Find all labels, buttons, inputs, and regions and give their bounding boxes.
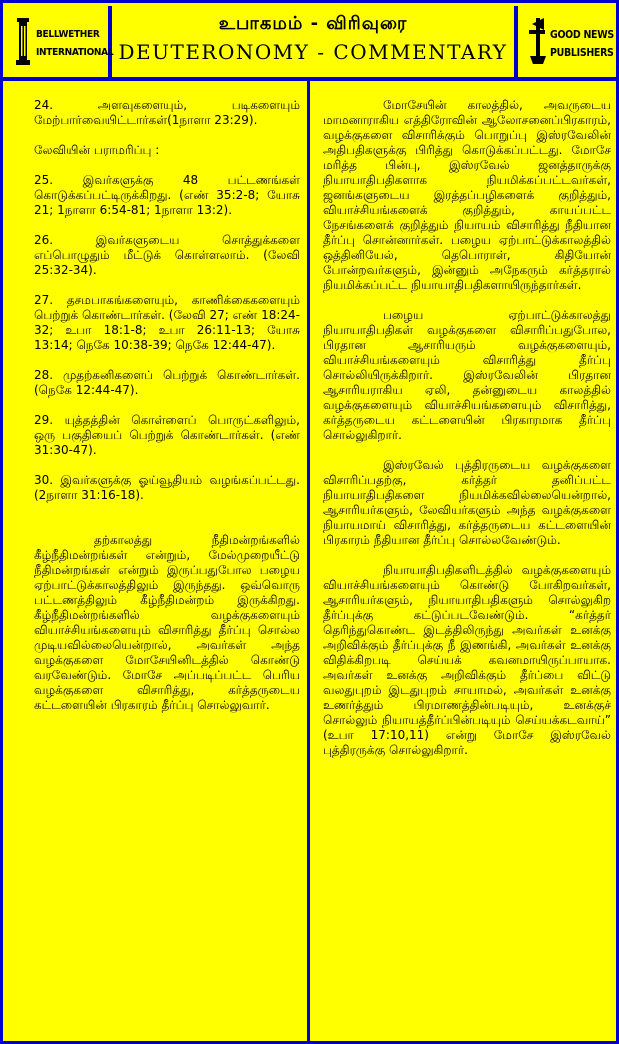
logo-right-line-2: PUBLISHERS bbox=[550, 47, 614, 59]
paragraph: பழைய ஏற்பாட்டுக்காலத்து நியாயாதிபதிகள் வழக்குகளை விசாரிப்பதுபோல, பிரதான ஆசாரியரும் வழக்குகளையும், வியாச்சியங்களையும் விசாரித்து தீர்ப்பு சொல்லியிருக்கிறார். இஸ்ரவேலின் பிரதான ஆசாரியராகிய ஏலி, தன்னுடைய காலத்தில் வழக்குகளையும் வியாச்சியங்களையும் விசாரித்து, கர்த்தருடைய கட்டளையின் பிரகாரமாக தீர்ப்பு சொல்லுகிறார். bbox=[323, 308, 611, 442]
right-column bbox=[313, 81, 619, 1044]
paragraph: 26. இவர்களுடைய சொத்துக்களை எப்பொழுதும் மீட்டுக் கொள்ளலாம். (லேவி 25:32-34). bbox=[34, 233, 300, 277]
paragraph: 25. இவர்களுக்கு 48 பட்டணங்கள் கொடுக்கப்பட்டிருக்கிறது. (எண் 35:2-8; யோசு 21; 1நாளா 6:54-81; 1நாளா 13:2). bbox=[34, 173, 300, 217]
logo-left-line-1: BELLWETHER bbox=[36, 29, 100, 40]
title-tamil: உபாகமம் - விரிவுரை bbox=[218, 13, 408, 34]
paragraph: 27. தசமபாகங்களையும், காணிக்கைகளையும் பெற்றுக் கொண்டார்கள். (லேவி 27; எண் 18:24-32; உபா 18:1-8; உபா 26:11-13; யோசு 13:14; நெகே 10:38-39; நெகே 12:44-47). bbox=[34, 293, 300, 352]
paragraph: தற்காலத்து நீதிமன்றங்களில் கீழ்நீதிமன்றங்கள் என்றும், மேல்முறையீட்டு நீதிமன்றங்கள் என்றும் இருப்பதுபோல பழைய ஏற்பாட்டுக்காலத்திலும் இருந்தது. ஒவ்வொரு பட்டணத்திலும் கீழ்நீதிமன்றம் இருக்கிறது. கீழ்நீதிமன்றங்களில் வழக்குகளையும் வியாச்சியங்களையும் விசாரித்து தீர்ப்பு சொல்ல முடியவில்லையென்றால், அவர்கள் அந்த வழக்குகளை மோசேயினிடத்தில் கொண்டு வரவேண்டும். மோசே அப்படிப்பட்ட பெரிய வழக்குகளை விசாரித்து, கர்த்தருடைய கட்டளையின் பிரகாரம் தீர்ப்பு சொல்லுவார். bbox=[34, 533, 300, 712]
section-heading: லேவியின் பராமரிப்பு : bbox=[34, 143, 160, 157]
paragraph: மோசேயின் காலத்தில், அவருடைய மாமனாராகிய எத்திரோவின் ஆலோசனைப்பிரகாரம், வழக்குகளை விசாரிக்கும் பொறுப்பு இஸ்ரவேலின் அதிபதிகளுக்கு பிரித்து கொடுக்கப்பட்டது. மோசே மரித்த பின்பு, இஸ்ரவேல் ஜனத்தாருக்கு நியாயாதிபதிகளாக நியமிக்கப்பட்டவர்கள், ஜனங்களுடைய இரத்தப்பழிகளைக் குறித்தும், வியாச்சியங்களைக் குறித்தும், காயப்பட்ட நேசங்களைக் குறித்தும் நியாயம் விசாரித்து நீதியான தீர்ப்பு சொன்னார்கள். பழைய ஏற்பாட்டுக்காலத்தில் ஒத்தினியேல், தெபொராள், கிதியோன் போன்றவர்களும், இன்னும் அநேகரும் கர்த்தரால் நியமிக்கப்பட்ட நியாயாதிபதிகளாயிருந்தார்கள். bbox=[323, 98, 611, 292]
trumpet-logo-icon bbox=[526, 16, 548, 68]
paragraph: இஸ்ரவேல் புத்திரருடைய வழக்குகளை விசாரிப்பதற்கு, கர்த்தர் தனிப்பட்ட நியாயாதிபதிகளை நியமிக்கவில்லையென்றால், ஆசாரியர்களும், லேவியர்களும் அந்த வழக்குகளை நியாயமாய் விசாரித்து, கர்த்தருடைய கட்டளையின் பிரகாரம் நீதியான தீர்ப்பு சொல்லவேண்டும். bbox=[323, 458, 611, 547]
title-block bbox=[112, 6, 514, 77]
left-column bbox=[6, 81, 310, 1044]
logo-left-line-2: INTERNATIONAL bbox=[36, 47, 114, 58]
paragraph: 30. இவர்களுக்கு ஓய்வூதியம் வழங்கப்பட்டது. (2நாளா 31:16-18). bbox=[34, 473, 300, 502]
logo-right-line-1: GOOD NEWS bbox=[550, 29, 614, 41]
paragraph: நியாயாதிபதிகளிடத்தில் வழக்குகளையும் வியாச்சியங்களையும் கொண்டு போகிறவர்கள், ஆசாரியர்களும், நியாயாதிபதிகளும் சொல்லுகிற தீர்ப்புக்கு கட்டுப்படவேண்டும். “கர்த்தர் தெரிந்துகொண்ட இடத்திலிருந்து அவர்கள் உனக்கு அறிவிக்கும் தீர்ப்புக்கு நீ இணங்கி, அவர்கள் உனக்கு விதிக்கிறபடி செய்யக் கவனமாயிருப்பாயாக. அவர்கள் உனக்கு அறிவிக்கும் தீர்ப்பை விட்டு வலதுபுறம் இடதுபுறம் சாயாமல், அவர்கள் உனக்கு உணர்த்தும் பிரமாணத்தின்படியும், உனக்குச் சொல்லும் நியாயத்தீர்ப்பின்படியும் செய்யக்கடவாய்” (உபா 17:10,11) என்று மோசே இஸ்ரவேல் புத்திரருக்கு சொல்லுகிறார். bbox=[323, 563, 611, 757]
header-banner bbox=[3, 3, 619, 81]
pillar-logo-icon bbox=[14, 16, 32, 68]
publisher-logo-left bbox=[6, 6, 112, 77]
paragraph: 29. யுத்தத்தின் கொள்ளைப் பொருட்களிலும், ஒரு பகுதியைப் பெற்றுக் கொண்டார்கள். (எண் 31:30-47). bbox=[34, 413, 300, 457]
publisher-logo-right bbox=[514, 6, 619, 77]
paragraph: 28. முதற்கனிகளைப் பெற்றுக் கொண்டார்கள். (நெகே 12:44-47). bbox=[34, 368, 300, 397]
title-english: DEUTERONOMY - COMMENTARY bbox=[118, 40, 508, 64]
paragraph: 24. அளவுகளையும், படிகளையும் மேற்பார்வையிட்டார்கள்(1நாளா 23:29). bbox=[34, 98, 300, 127]
